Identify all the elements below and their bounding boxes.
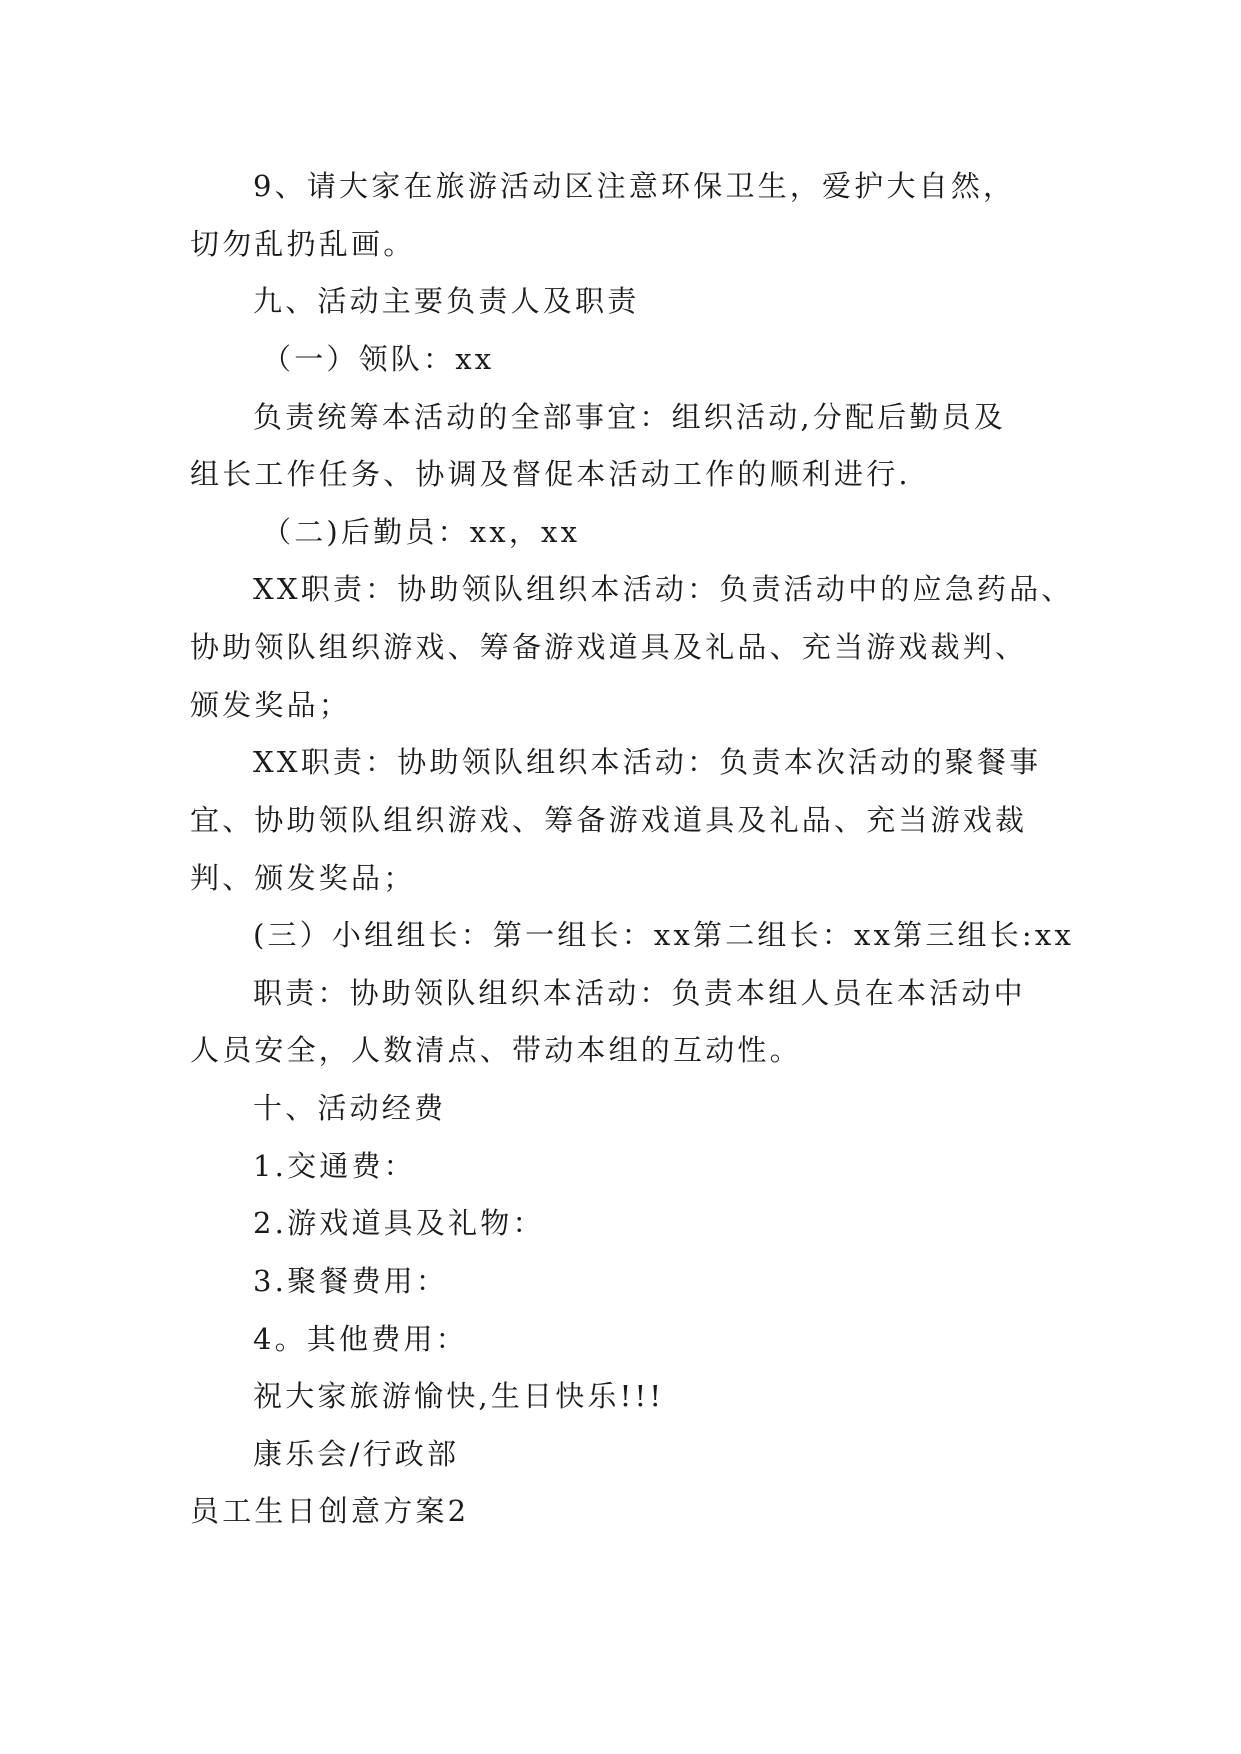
text-line-group-duty-1: 职责：协助领队组织本活动：负责本组人员在本活动中 xyxy=(253,976,1026,1010)
text-line-no-littering: 切勿乱扔乱画。 xyxy=(190,227,416,261)
text-line-logistics-1-c: 颁发奖品； xyxy=(190,688,352,722)
budget-item-transport: 1.交通费： xyxy=(253,1149,416,1183)
text-line-group-duty-2: 人员安全，人数清点、带动本组的互动性。 xyxy=(190,1033,802,1067)
budget-item-props-gifts: 2.游戏道具及礼物： xyxy=(253,1206,545,1240)
budget-item-dinner: 3.聚餐费用： xyxy=(253,1264,449,1298)
subheading-leader: （一）领队：xx xyxy=(262,342,495,376)
section-heading-budget: 十、活动经费 xyxy=(253,1091,447,1125)
budget-item-other: 4。其他费用： xyxy=(253,1322,468,1356)
next-section-title: 员工生日创意方案2 xyxy=(190,1494,470,1528)
text-line-logistics-2-b: 宜、协助领队组织游戏、筹备游戏道具及礼品、充当游戏裁 xyxy=(190,803,1028,837)
subheading-logistics: （二)后勤员：xx，xx xyxy=(262,515,581,549)
subheading-group-leaders: (三）小组组长：第一组长：xx第二组长：xx第三组长:xx xyxy=(253,918,1075,952)
section-heading-responsibilities: 九、活动主要负责人及职责 xyxy=(253,284,640,318)
text-line-logistics-2-c: 判、颁发奖品； xyxy=(190,861,416,895)
text-line-leader-duty-2: 组长工作任务、协调及督促本活动工作的顺利进行. xyxy=(190,457,911,491)
text-line-9-environment: 9、请大家在旅游活动区注意环保卫生，爱护大自然， xyxy=(253,169,1016,203)
text-line-leader-duty-1: 负责统筹本活动的全部事宜：组织活动,分配后勤员及 xyxy=(253,400,1007,434)
signature-department: 康乐会/行政部 xyxy=(253,1437,460,1471)
text-line-logistics-2-a: XX职责：协助领队组织本活动：负责本次活动的聚餐事 xyxy=(253,745,1042,779)
text-line-logistics-1-a: XX职责：协助领队组织本活动：负责活动中的应急药品、 xyxy=(253,572,1074,606)
closing-wishes: 祝大家旅游愉快,生日快乐!!! xyxy=(253,1379,665,1413)
text-line-logistics-1-b: 协助领队组织游戏、筹备游戏道具及礼品、充当游戏裁判、 xyxy=(190,630,1028,664)
